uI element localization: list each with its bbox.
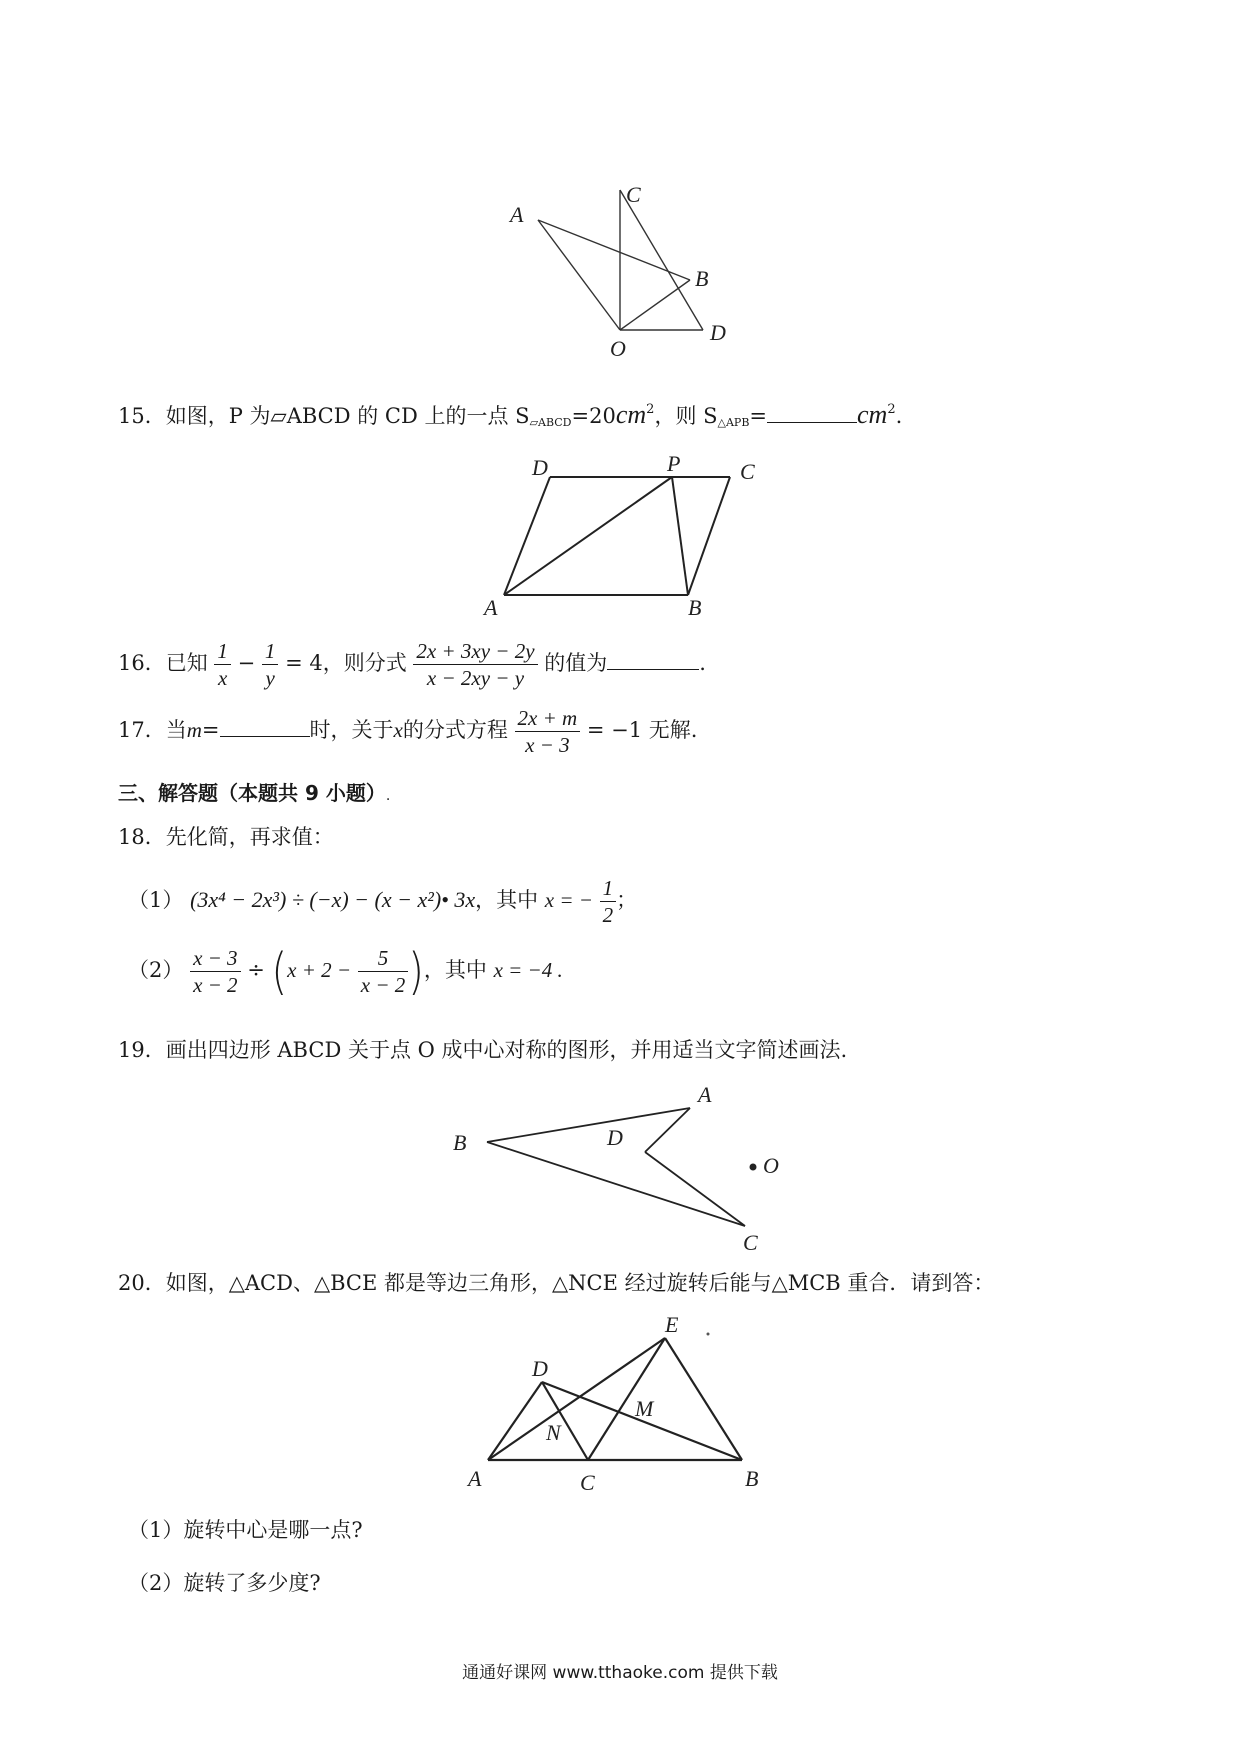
right-paren: ) [408,942,424,1001]
question-18-title: 18．先化简，再求值： [118,825,334,849]
q15-sub1: ▱ABCD [529,416,572,429]
var-m: m [186,718,202,742]
frac-den: x − 3 [525,733,570,757]
label-c: C [740,459,755,484]
var-x: x [393,718,403,742]
label-c: C [626,182,641,207]
question-20-sub2: （2）旋转了多少度? [128,1571,321,1595]
where-text: ，其中 [423,958,487,982]
footer-text: 通通好课网 www.tthaoke.com 提供下载 [462,1663,778,1683]
label-o: O [763,1153,779,1178]
label-a: A [484,595,498,620]
q15-prefix: 15．如图，P 为 [118,404,271,428]
question-15 [118,395,902,438]
frac-num: 1 [262,638,279,665]
inner-expr: x + 2 − [287,958,352,982]
frac-den: x − 2xy − y [426,666,525,690]
figure-q19 [445,1080,805,1250]
label-m: M [635,1396,654,1421]
q15-eq: =20 [571,404,616,428]
q16-eq: = 4，则分式 [285,651,407,675]
label-d: D [532,455,548,480]
frac-den: 2 [602,903,614,927]
fraction-1-over-x [214,638,231,691]
q17-eq: = [201,718,220,742]
question-19: 19．画出四边形 ABCD 关于点 O 成中心对称的图形，并用适当文字简述画法. [118,1038,848,1062]
frac-den: x [218,666,228,690]
label-d: D [710,320,726,345]
q16-suffix: 的值为 [544,651,608,675]
left-paren: ( [271,942,288,1001]
frac-num: 1 [600,875,617,902]
frac-num: 2x + m [515,705,581,732]
question-16 [118,638,706,691]
answer-blank [767,400,857,423]
divide-sign: ÷ [247,958,265,982]
question-18-part2 [128,942,563,1001]
frac-den: x − 2 [193,973,238,997]
frac-den: x − 2 [360,973,406,997]
q15-eq2: = [749,404,768,428]
point-o [750,1164,757,1171]
label-c: C [743,1230,758,1250]
q15-sup1: 2 [646,402,655,417]
fraction-expression [413,638,537,691]
question-17 [118,705,697,758]
fraction-half [600,875,617,928]
frac-num: x − 3 [190,945,241,972]
label-d: D [607,1125,623,1150]
figure-q15 [480,455,780,625]
page-footer [0,1658,1240,1683]
frac-num: 1 [214,638,231,665]
fraction-1 [190,945,241,998]
frac-num: 2x + 3xy − 2y [413,638,537,665]
q17-mid2: 的分式方程 [402,718,508,742]
label-o: O [610,336,626,360]
question-20: 20．如图，△ACD、△BCE 都是等边三角形，△NCE 经过旋转后能与△MCB 重合．请到答： [118,1271,995,1295]
parallelogram-symbol: ▱ [270,404,287,428]
part-label: （1） [128,888,184,912]
figure-q20 [460,1310,780,1495]
q17-prefix: 17．当 [118,718,187,742]
label-b: B [453,1130,467,1155]
label-e: E [665,1312,679,1337]
answer-blank [220,714,310,737]
q15-unit1: cm [615,400,647,429]
x-value: x = − [544,888,593,912]
label-c: C [580,1470,595,1495]
q17-suffix: = −1 无解. [586,718,698,742]
q16-prefix: 16．已知 [118,651,208,675]
label-a: A [510,202,524,227]
q15-end: . [895,404,903,428]
section-dot: . [385,788,391,804]
section-heading [118,777,390,806]
stray-dot [707,1333,710,1336]
q17-mid: 时，关于 [309,718,394,742]
label-b: B [745,1466,759,1491]
label-b: B [695,266,709,291]
part-end: ； [616,888,638,912]
frac-num: 5 [358,945,409,972]
minus-sign: − [237,651,256,675]
question-18-part1 [128,875,637,928]
label-n: N [546,1420,561,1445]
label-p: P [667,455,681,476]
expression: (3x⁴ − 2x³) ÷ (−x) − (x − x²)• 3x [190,887,476,912]
q15-then: ，则 S [654,404,718,428]
answer-blank [607,647,699,670]
q15-sup2: 2 [887,402,896,417]
label-a: A [698,1082,712,1107]
label-b: B [688,595,702,620]
q15-sub2: △APB [717,416,750,429]
part-label: （2） [128,958,184,982]
question-20-sub1: （1）旋转中心是哪一点? [128,1518,363,1542]
figure-q14 [500,180,740,360]
q15-mid: ABCD 的 CD 上的一点 S [286,404,530,428]
fraction-equation [515,705,581,758]
label-a: A [468,1466,482,1491]
label-d: D [532,1356,548,1381]
fraction-2 [358,945,409,998]
q15-unit2: cm [857,400,888,429]
x-value: x = −4 . [493,958,563,982]
where-text: ，其中 [475,888,539,912]
fraction-1-over-y [262,638,279,691]
q16-end: . [699,651,706,675]
frac-den: y [265,666,275,690]
section-title: 三、解答题（本题共 9 小题） [118,781,386,805]
